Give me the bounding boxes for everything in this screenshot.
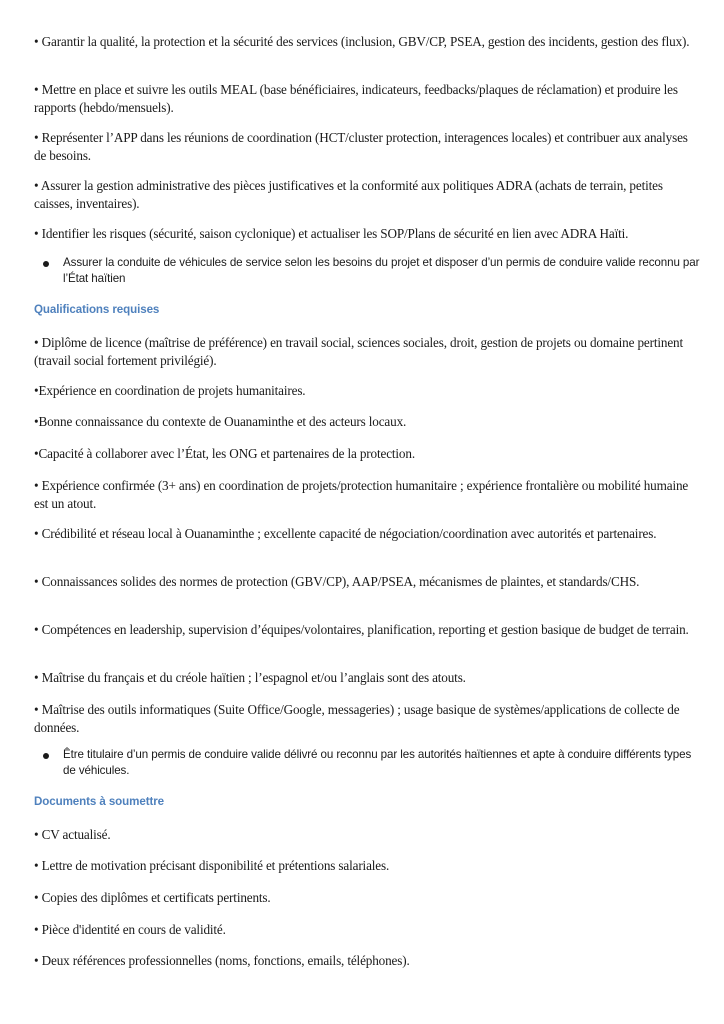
- document-item: • Copies des diplômes et certificats pertinents.: [34, 890, 271, 905]
- bullet-dot-icon: [43, 261, 49, 267]
- qualification-item: • Expérience confirmée (3+ ans) en coordination de projets/protection humanitaire ; expérience frontalière ou mobilité humaine est un atout.: [34, 478, 689, 511]
- qualification-item: • Maîtrise des outils informatiques (Suite Office/Google, messageries) ; usage basique de systèmes/applications de collecte de données.: [34, 702, 680, 735]
- qualification-item: •Expérience en coordination de projets humanitaires.: [34, 383, 306, 398]
- responsibility-item: • Mettre en place et suivre les outils MEAL (base bénéficiaires, indicateurs, feedbacks/plaques de réclamation) et produire les rapports (hebdo/mensuels).: [34, 82, 678, 115]
- qualification-item: • Compétences en leadership, supervision d’équipes/volontaires, planification, reporting et gestion basique de budget de terrain.: [34, 622, 689, 637]
- qualification-item: • Maîtrise du français et du créole haïtien ; l’espagnol et/ou l’anglais sont des atouts.: [34, 670, 466, 685]
- qualification-item: •Bonne connaissance du contexte de Ouanaminthe et des acteurs locaux.: [34, 414, 407, 429]
- qualification-item: • Diplôme de licence (maîtrise de préférence) en travail social, sciences sociales, droit, gestion de projets ou domaine pertinent (travail social fortement privilégié).: [34, 335, 684, 368]
- section-heading-documents: Documents à soumettre: [34, 795, 164, 808]
- section-heading-qualifications: Qualifications requises: [34, 303, 160, 316]
- qualification-item: • Connaissances solides des normes de protection (GBV/CP), AAP/PSEA, mécanismes de plaintes, et standards/CHS.: [34, 574, 640, 589]
- document-item: • Lettre de motivation précisant disponibilité et prétentions salariales.: [34, 858, 390, 873]
- bullet-dot-icon: [43, 753, 49, 759]
- responsibility-item: • Représenter l’APP dans les réunions de coordination (HCT/cluster protection, interagences locales) et contribuer aux analyses de besoins.: [34, 130, 688, 163]
- qualification-item: •Capacité à collaborer avec l’État, les ONG et partenaires de la protection.: [34, 446, 415, 461]
- responsibility-bullet-item: Assurer la conduite de véhicules de service selon les besoins du projet et disposer d’un permis de conduire valide reconnu par l’État haïtien: [63, 256, 700, 285]
- responsibility-item: • Identifier les risques (sécurité, saison cyclonique) et actualiser les SOP/Plans de sécurité en lien avec ADRA Haïti.: [34, 226, 629, 241]
- responsibility-item: • Garantir la qualité, la protection et la sécurité des services (inclusion, GBV/CP, PSEA, gestion des incidents, gestion des flux).: [34, 34, 690, 49]
- qualification-item: • Crédibilité et réseau local à Ouanaminthe ; excellente capacité de négociation/coordination avec autorités et partenaires.: [34, 526, 657, 541]
- document-item: • Deux références professionnelles (noms, fonctions, emails, téléphones).: [34, 953, 410, 968]
- qualification-bullet-item: Être titulaire d’un permis de conduire valide délivré ou reconnu par les autorités haïtiennes et apte à conduire différents types de véhicules.: [63, 748, 692, 777]
- document-item: • Pièce d'identité en cours de validité.: [34, 922, 226, 937]
- document-item: • CV actualisé.: [34, 827, 111, 842]
- responsibility-item: • Assurer la gestion administrative des pièces justificatives et la conformité aux politiques ADRA (achats de terrain, petites caisses, inventaires).: [34, 178, 663, 211]
